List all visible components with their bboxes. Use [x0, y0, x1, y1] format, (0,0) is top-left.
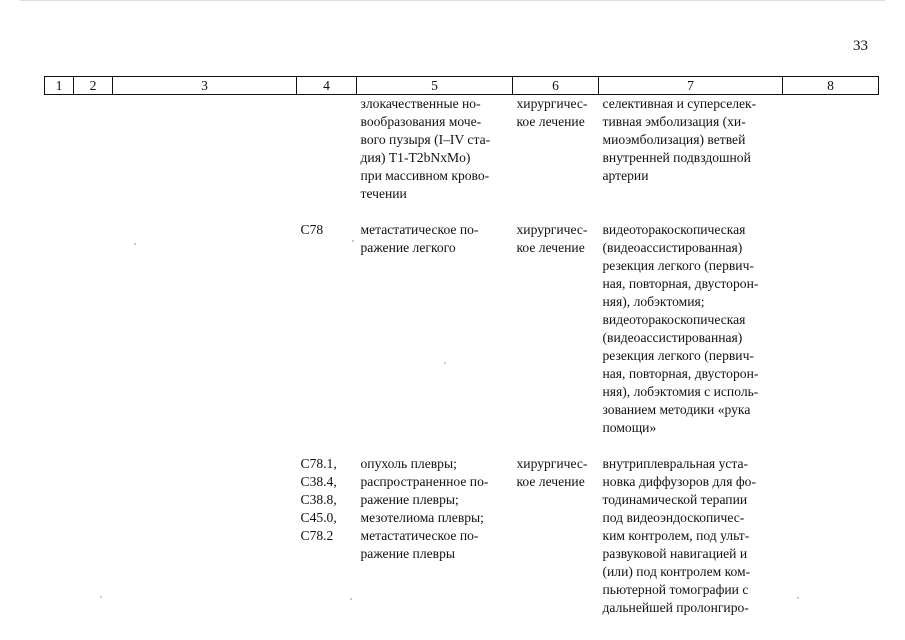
- cell-col2: [74, 95, 113, 204]
- column-number-row: [45, 77, 879, 95]
- cell-col8: [783, 221, 879, 437]
- table-row-bladder-tumor: [45, 95, 879, 204]
- method-cell: видеоторакоскопическая (видеоассистированная) резекция легкого (первич- ная, повторная, двусторон- няя), лобэктомия; видеоторакоскопическая (видеоассистированная) резекция легкого (первич- ная, повторная, двусторон- няя), лобэктомия с исполь- зованием методики «рука помощи»: [602, 222, 759, 435]
- scan-speck: [134, 243, 136, 245]
- icd-code-cell: C78: [300, 222, 324, 237]
- cell-col1: [45, 455, 74, 617]
- column-number-5: 5: [357, 77, 513, 95]
- procedures-table: [44, 76, 879, 617]
- scan-speck: [797, 597, 799, 599]
- column-number-2: 2: [74, 77, 113, 95]
- column-number-8: 8: [783, 77, 879, 95]
- column-number-4: 4: [297, 77, 357, 95]
- page-top-edge: [20, 0, 885, 1]
- cell-col1: [45, 95, 74, 204]
- column-number-6: 6: [513, 77, 599, 95]
- icd-code-cell: [297, 95, 357, 204]
- scan-speck: [100, 596, 102, 598]
- cell-col2: [74, 455, 113, 617]
- diagnosis-cell: злокачественные но- вообразования моче- вого пузыря (I–IV ста- дия) T1-T2bNxMo) при массивном крово- течении: [360, 96, 491, 201]
- method-cell: внутриплевральная уста- новка диффузоров для фо- тодинамической терапии под видеоэндоскопичес- ким контролем, под ульт- развуковой навигацией и (или) под контролем ком- пьютерной томографии с дальнейшей пролонгиро-: [602, 456, 756, 615]
- cell-col1: [45, 221, 74, 437]
- diagnosis-cell: опухоль плевры; распространенное по- ражение плевры; мезотелиома плевры; метастатическое по- ражение плевры: [360, 456, 489, 561]
- scan-speck: [350, 598, 352, 600]
- cell-col3: [113, 221, 297, 437]
- cell-col2: [74, 221, 113, 437]
- icd-code-cell: C78.1, C38.4, C38.8, C45.0, C78.2: [300, 456, 337, 543]
- scan-speck: [444, 362, 446, 364]
- column-number-1: 1: [45, 77, 74, 95]
- treatment-cell: хирургичес- кое лечение: [516, 222, 588, 255]
- row-spacer: [45, 437, 879, 455]
- diagnosis-cell: метастатическое по- ражение легкого: [360, 222, 479, 255]
- column-number-3: 3: [113, 77, 297, 95]
- row-spacer: [45, 203, 879, 221]
- treatment-cell: хирургичес- кое лечение: [516, 96, 588, 129]
- page-number: 33: [853, 38, 868, 54]
- method-cell: селективная и суперселек- тивная эмболизация (хи- миоэмболизация) ветвей внутренней подвздошной артерии: [602, 96, 757, 183]
- scan-speck: [352, 240, 354, 242]
- cell-col3: [113, 95, 297, 204]
- column-number-7: 7: [599, 77, 783, 95]
- table-row-lung-metastasis: [45, 221, 879, 437]
- cell-col8: [783, 95, 879, 204]
- table-row-pleural-tumor: [45, 455, 879, 617]
- cell-col3: [113, 455, 297, 617]
- treatment-cell: хирургичес- кое лечение: [516, 456, 588, 489]
- cell-col8: [783, 455, 879, 617]
